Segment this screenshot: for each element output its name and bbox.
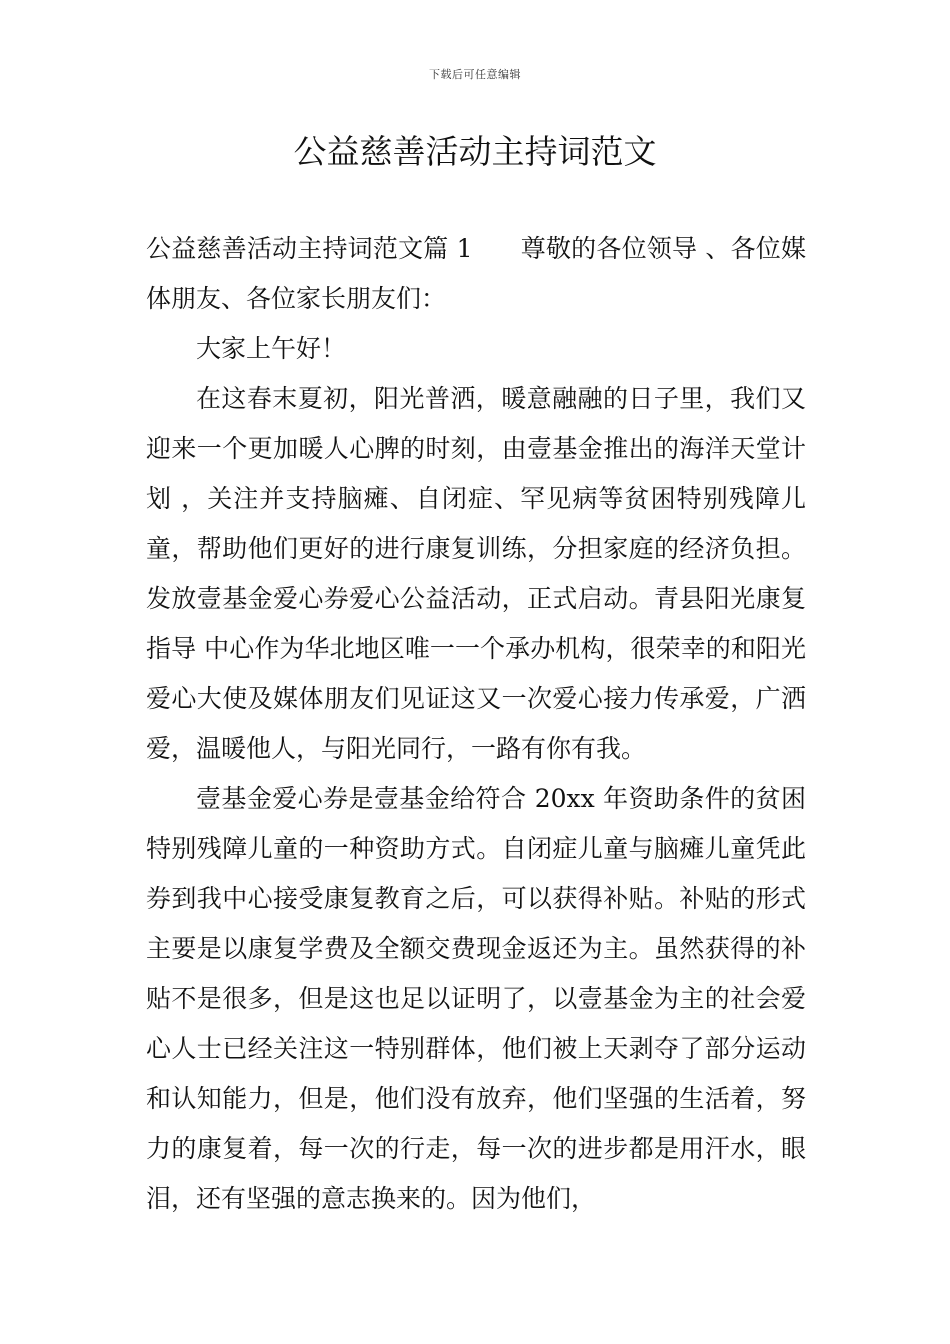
body-paragraph-2: 壹基金爱心券是壹基金给符合 20xx 年资助条件的贫困特别残障儿童的一种资助方式。自闭症儿童与脑瘫儿童凭此券到我中心接受康复教育之后，可以获得补贴。补贴的形式主要是以康复学费及全额交费现金返还为主。虽然获得的补贴不是很多，但是这也足以证明了，以壹基金为主的社会爱心人士已经关注这一特别群体，他们被上天剥夺了部分运动和认知能力，但是，他们没有放弃，他们坚强的生活着，努力的康复着，每一次的行走，每一次的进步都是用汗水，眼泪，还有坚强的意志换来的。因为他们，	[146, 784, 806, 1213]
intro-paragraph	[146, 224, 806, 324]
greeting-paragraph: 大家上午好！	[196, 334, 347, 363]
document-title: 公益慈善活动主持词范文	[293, 132, 657, 171]
intro-label: 公益慈善活动主持词范文篇 1	[146, 234, 473, 263]
body-paragraph-1: 在这春末夏初，阳光普洒，暖意融融的日子里，我们又迎来一个更加暖人心脾的时刻，由壹基金推出的海洋天堂计划 ，关注并支持脑瘫、自闭症、罕见病等贫困特别残障儿童，帮助他们更好的进行康复训练，分担家庭的经济负担。发放壹基金爱心券爱心公益活动，正式启动。青县阳光康复指导 中心作为华北地区唯一一个承办机构，很荣幸的和阳光爱心大使及媒体朋友们见证这又一次爱心接力传承爱，广洒爱，温暖他人，与阳光同行，一路有你有我。	[146, 384, 806, 763]
intro-text: 尊敬的各位领导 、各位媒体朋友、各位家长朋友们：	[146, 234, 807, 313]
document-body	[146, 224, 806, 1224]
header-note: 下载后可任意编辑	[429, 68, 521, 81]
